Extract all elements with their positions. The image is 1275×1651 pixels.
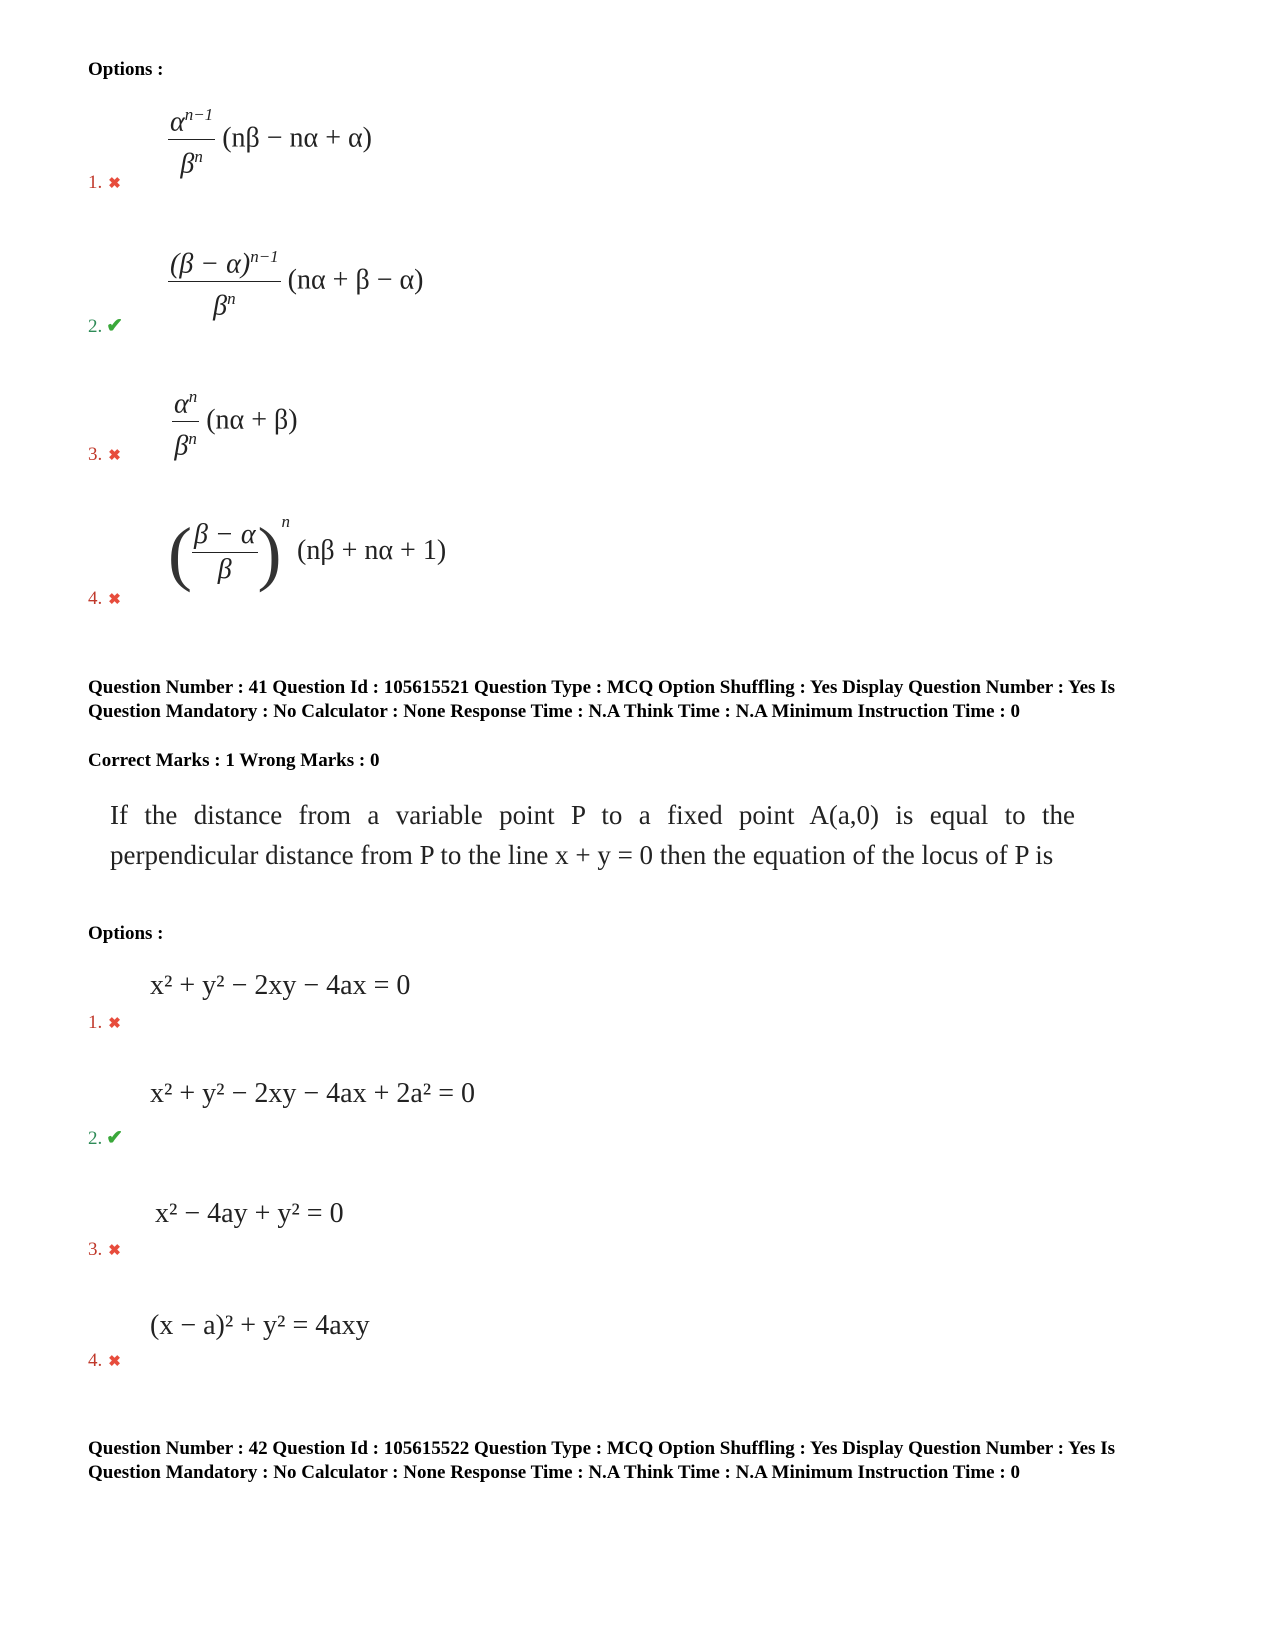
options-label: Options : (88, 923, 164, 944)
question-41-text: If the distance from a variable point P to a fixed point A(a,0) is equal to the perpendicular distance from P to the line x + y = 0 then the equation of the locus of P is (110, 800, 1075, 870)
question-41-metadata: Question Number : 41 Question Id : 105615521 Question Type : MCQ Option Shuffling : Yes Display Question Number : Yes Is Question Mandatory : No Calculator : None Response Time : N.A Think Time : N.A Minimum Instruction Time : 0 (88, 677, 1115, 722)
wrong-icon: ✖ (108, 592, 121, 608)
option-number-4: 4. ✖ (88, 588, 121, 609)
q41-option-number-3: 3. ✖ (88, 1239, 121, 1260)
option-formula-3: $\frac{\alpha^n}{\beta^n}$ (nα + β) (172, 380, 298, 464)
option-formula-4: ( $\frac{\beta - \alpha}{\beta}$ )$^n$ (nβ + nα + 1) (168, 512, 447, 593)
q41-option-number-2: 2. ✔ (88, 1127, 124, 1149)
wrong-icon: ✖ (108, 448, 121, 464)
q41-option-number-4: 4. ✖ (88, 1350, 121, 1371)
option-formula-2: $\frac{(\beta - \alpha)^{n-1}}{\beta^n}$ (nα + β − α) (168, 240, 424, 324)
question-41-marks: Correct Marks : 1 Wrong Marks : 0 (88, 750, 380, 771)
option-number-3: 3. ✖ (88, 444, 121, 465)
q41-option-formula-2: x² + y² − 2xy − 4ax + 2a² = 0 (150, 1078, 475, 1109)
wrong-icon: ✖ (108, 1243, 121, 1259)
option-formula-1: $\frac{\alpha^{n-1}}{\beta^n}$ (nβ − nα + α) (168, 98, 372, 182)
q41-option-formula-3: x² − 4ay + y² = 0 (155, 1198, 344, 1229)
q41-option-formula-4: (x − a)² + y² = 4axy (150, 1310, 370, 1341)
wrong-icon: ✖ (108, 1354, 121, 1370)
q41-option-formula-1: x² + y² − 2xy − 4ax = 0 (150, 970, 411, 1001)
question-42-metadata: Question Number : 42 Question Id : 105615522 Question Type : MCQ Option Shuffling : Yes Display Question Number : Yes Is Question Mandatory : No Calculator : None Response Time : N.A Think Time : N.A Minimum Instruction Time : 0 (88, 1438, 1115, 1483)
q41-option-number-1: 1. ✖ (88, 1012, 121, 1033)
wrong-icon: ✖ (108, 1016, 121, 1032)
check-icon: ✔ (106, 315, 124, 337)
option-number-1: 1. ✖ (88, 172, 121, 193)
wrong-icon: ✖ (108, 176, 121, 192)
options-label: Options : (88, 59, 164, 80)
option-number-2: 2. ✔ (88, 315, 124, 337)
check-icon: ✔ (106, 1127, 124, 1149)
